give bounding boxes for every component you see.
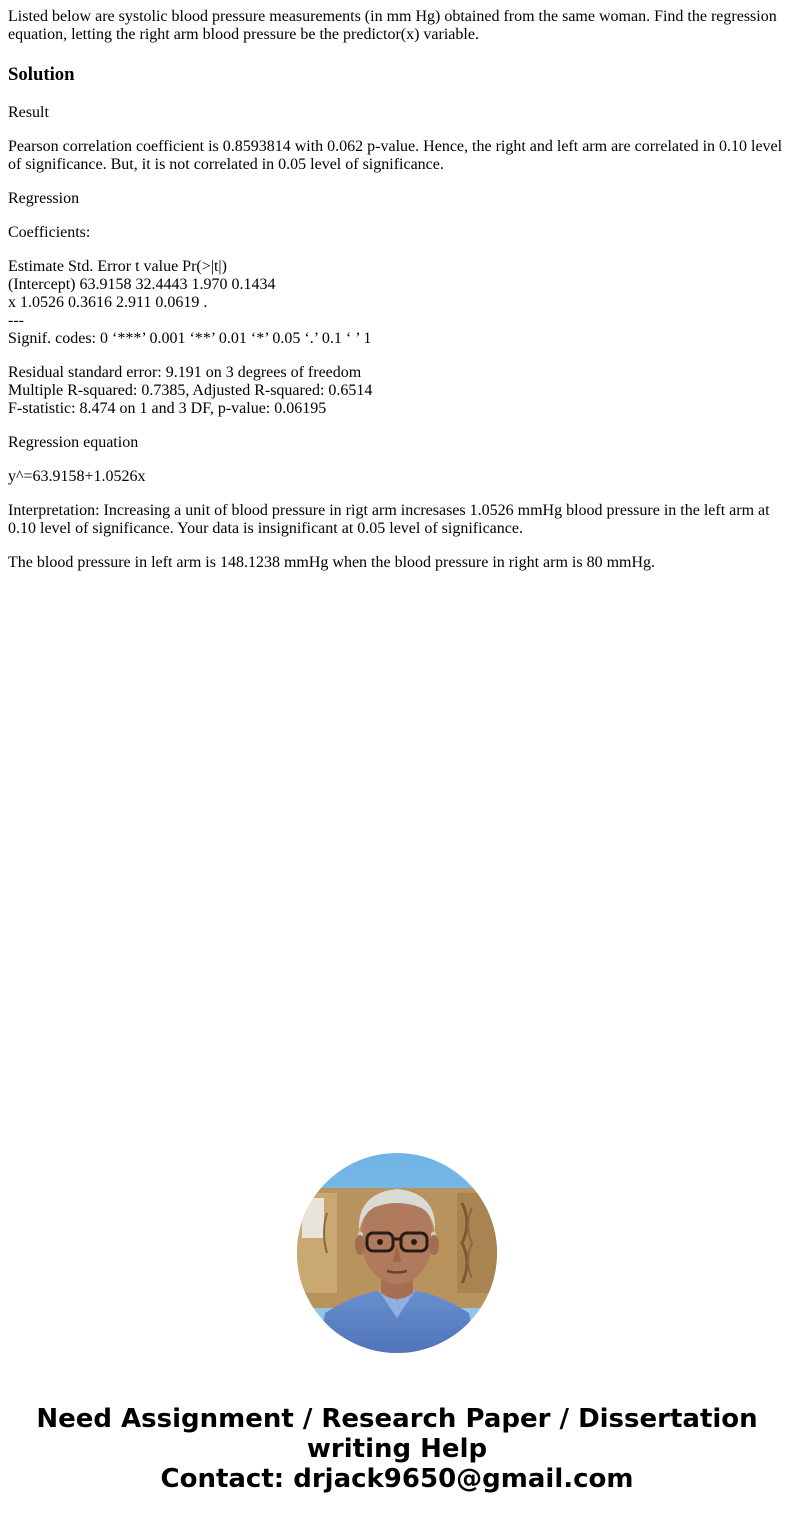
interpretation-text: Interpretation: Increasing a unit of blood pressure in rigt arm incresases 1.0526 mmHg blood pressure in the left arm at 0.10 level of significance. Your data is insignificant at 0.05 level of significance. [8, 502, 770, 537]
coef-header-line: Estimate Std. Error t value Pr(>|t|) [8, 258, 227, 275]
model-stats-block [8, 364, 786, 418]
author-avatar [297, 1153, 497, 1353]
prediction-text: The blood pressure in left arm is 148.1238 mmHg when the blood pressure in right arm is 80 mmHg. [8, 554, 656, 571]
f-statistic-line: F-statistic: 8.474 on 1 and 3 DF, p-value: 0.06195 [8, 400, 327, 417]
coefficients-label: Coefficients: [8, 224, 91, 241]
regression-equation-label: Regression equation [8, 434, 139, 451]
regression-label: Regression [8, 190, 80, 207]
coef-intercept-line: (Intercept) 63.9158 32.4443 1.970 0.1434 [8, 276, 276, 293]
footer-contact-email: Contact: drjack9650@gmail.com [160, 1464, 634, 1494]
author-photo-icon [297, 1153, 497, 1353]
coef-x-line: x 1.0526 0.3616 2.911 0.0619 . [8, 294, 208, 311]
coef-separator-line: --- [8, 312, 24, 329]
regression-equation: y^=63.9158+1.0526x [8, 468, 146, 485]
document-body [8, 8, 786, 588]
footer-contact [0, 1404, 794, 1494]
result-label: Result [8, 104, 49, 121]
r-squared-line: Multiple R-squared: 0.7385, Adjusted R-squared: 0.6514 [8, 382, 373, 399]
solution-heading: Solution [8, 64, 75, 85]
question-text: Listed below are systolic blood pressure measurements (in mm Hg) obtained from the same woman. Find the regression equation, letting the right arm blood pressure be the predictor(x) variable. [8, 8, 777, 43]
coefficients-block [8, 258, 786, 348]
footer-line-1: Need Assignment / Research Paper / Dissertation [36, 1404, 758, 1434]
pearson-text: Pearson correlation coefficient is 0.8593814 with 0.062 p-value. Hence, the right and left arm are correlated in 0.10 level of significance. But, it is not correlated in 0.05 level of significance. [8, 138, 783, 173]
signif-codes-line: Signif. codes: 0 ‘***’ 0.001 ‘**’ 0.01 ‘*’ 0.05 ‘.’ 0.1 ‘ ’ 1 [8, 330, 372, 347]
footer-line-2: writing Help [306, 1434, 488, 1464]
residual-error-line: Residual standard error: 9.191 on 3 degrees of freedom [8, 364, 362, 381]
